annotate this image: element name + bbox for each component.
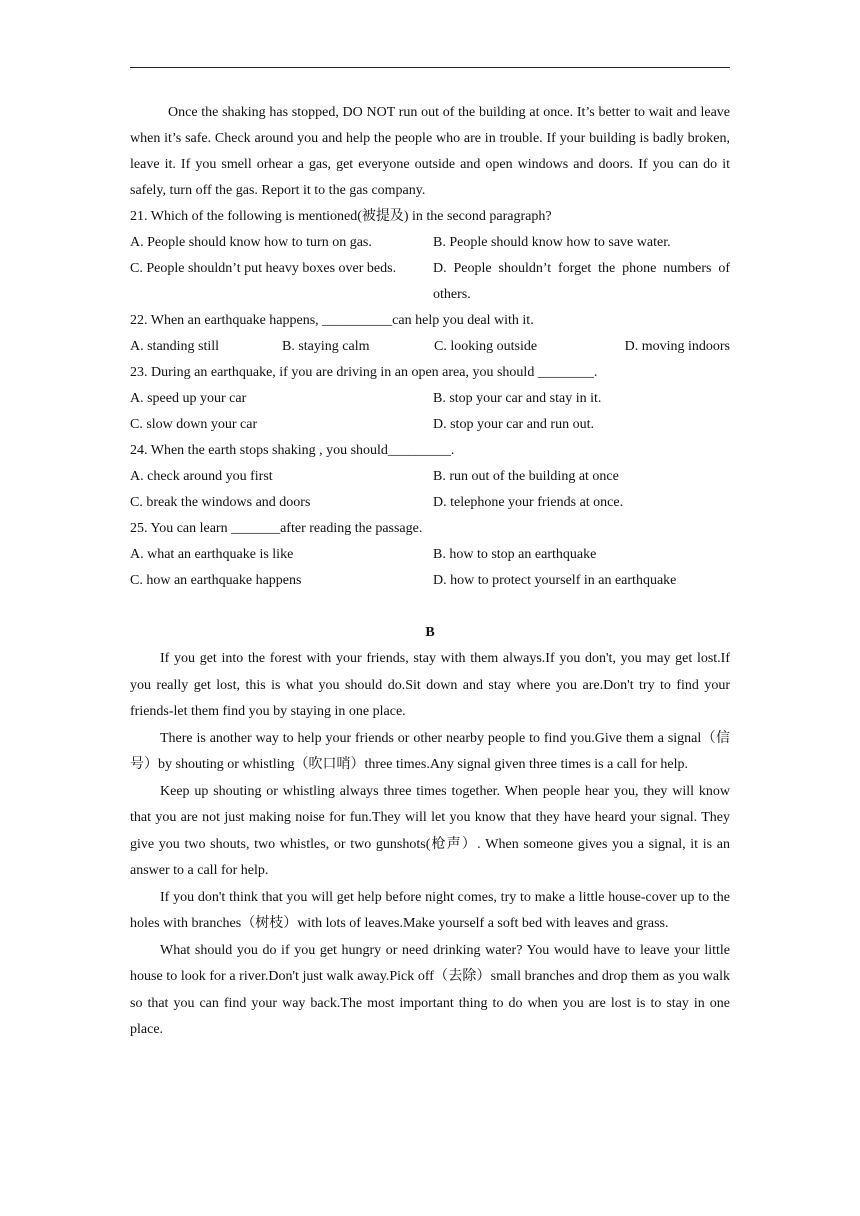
option-b: B. staying calm <box>282 339 370 354</box>
options-row <box>130 386 730 412</box>
question-22 <box>130 308 730 360</box>
option-d: D. telephone your friends at once. <box>433 495 624 510</box>
question-stem: 24. When the earth stops shaking , you should_________. <box>130 443 455 458</box>
option-d: D. moving indoors <box>624 339 730 354</box>
question-21 <box>130 204 730 308</box>
options-row <box>130 334 730 360</box>
question-25 <box>130 516 730 594</box>
section-b-paragraph: Keep up shouting or whistling always three times together. When people hear you, they will know that you are not just making noise for fun.They will let you know that they have heard your signal. They give you two shouts, two whistles, or two gunshots(枪声）. When someone gives you a signal, it is an answer to a call for help. <box>130 783 730 878</box>
options-row <box>130 464 730 490</box>
option-a: A. standing still <box>130 339 220 354</box>
question-23 <box>130 360 730 438</box>
section-b-paragraph: There is another way to help your friends or other nearby people to find you.Give them a signal（信号）by shouting or whistling（吹口哨）three times.Any signal given three times is a call for help. <box>130 730 730 772</box>
section-b-paragraph: If you don't think that you will get help before night comes, try to make a little house-cover up to the holes with branches（树枝）with lots of leaves.Make yourself a soft bed with leaves and grass. <box>130 889 730 931</box>
options-row <box>130 230 730 256</box>
option-a: A. speed up your car <box>130 391 247 406</box>
option-b: B. how to stop an earthquake <box>433 547 597 562</box>
option-b: B. run out of the building at once <box>433 469 619 484</box>
document-body <box>130 100 730 1044</box>
option-c: C. how an earthquake happens <box>130 573 302 588</box>
question-stem: 23. During an earthquake, if you are driving in an open area, you should ________. <box>130 365 598 380</box>
question-stem: 22. When an earthquake happens, __________can help you deal with it. <box>130 313 534 328</box>
option-d: D. stop your car and run out. <box>433 417 594 432</box>
options-row <box>130 490 730 516</box>
options-row <box>130 568 730 594</box>
option-a: A. check around you first <box>130 469 273 484</box>
option-a: A. what an earthquake is like <box>130 547 294 562</box>
section-b-title: B <box>425 625 435 640</box>
option-b: B. stop your car and stay in it. <box>433 391 602 406</box>
option-c: C. looking outside <box>434 339 538 354</box>
options-row <box>130 542 730 568</box>
question-24 <box>130 438 730 516</box>
section-b-paragraph: If you get into the forest with your friends, stay with them always.If you don't, you may get lost.If you really get lost, this is what you should do.Sit down and stay where you are.Don't try to find your friends-let them find you by staying in one place. <box>130 651 730 719</box>
header-rule <box>130 67 730 68</box>
question-stem: 25. You can learn _______after reading the passage. <box>130 521 423 536</box>
section-b-paragraph: What should you do if you get hungry or need drinking water? You would have to leave your little house to look for a river.Don't just walk away.Pick off（去除）small branches and drop them as you walk so that you can find your way back.The most important thing to do when you are lost is to stay in one place. <box>130 942 730 1037</box>
option-c: C. break the windows and doors <box>130 495 311 510</box>
passage-a-paragraph: Once the shaking has stopped, DO NOT run out of the building at once. It’s better to wait and leave when it’s safe. Check around you and help the people who are in trouble. If your building is badly broken, leave it. If you smell orhear a gas, get everyone outside and open windows and doors. If you can do it safely, turn off the gas. Report it to the gas company. <box>130 105 730 198</box>
option-c: C. People shouldn’t put heavy boxes over beds. <box>130 261 397 276</box>
option-c: C. slow down your car <box>130 417 258 432</box>
question-stem: 21. Which of the following is mentioned(被提及) in the second paragraph? <box>130 209 552 224</box>
options-row <box>130 412 730 438</box>
option-d: D. how to protect yourself in an earthquake <box>433 573 677 588</box>
option-d: D. People shouldn’t forget the phone numbers of others. <box>433 261 730 302</box>
option-a: A. People should know how to turn on gas. <box>130 235 372 250</box>
option-b: B. People should know how to save water. <box>433 235 671 250</box>
